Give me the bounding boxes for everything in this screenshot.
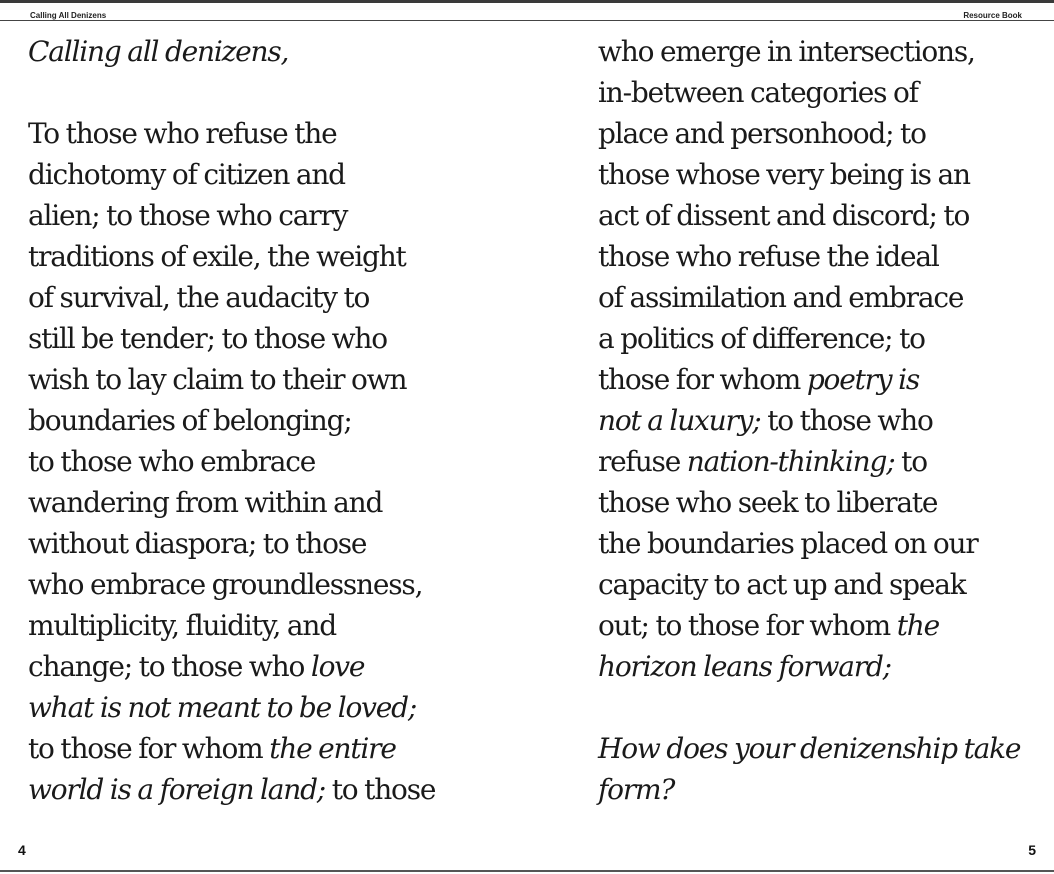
text-line <box>28 687 508 728</box>
text-line <box>598 31 1048 72</box>
text-line <box>598 277 1048 318</box>
text-segment: those who refuse the ideal <box>598 240 939 273</box>
text-line <box>28 113 508 154</box>
text-segment: in-between categories of <box>598 76 918 109</box>
text-segment: act of dissent and discord; to <box>598 199 970 232</box>
text-segment: capacity to act up and speak <box>598 568 966 601</box>
italic-text-segment: poetry is <box>806 363 920 396</box>
text-segment: the boundaries placed on our <box>598 527 978 560</box>
italic-text-segment: nation-thinking; <box>686 445 895 478</box>
page-number-left: 4 <box>18 842 26 858</box>
text-segment: those for whom <box>598 363 807 396</box>
text-line <box>28 441 508 482</box>
text-segment: to those who embrace <box>28 445 316 478</box>
text-line <box>28 195 508 236</box>
text-line <box>28 523 508 564</box>
text-line <box>598 72 1048 113</box>
text-line <box>598 400 1048 441</box>
text-line <box>28 277 508 318</box>
stanza-break <box>28 72 508 113</box>
text-segment: to those <box>325 773 436 806</box>
text-line <box>28 605 508 646</box>
left-page-text <box>28 31 508 810</box>
text-segment: a politics of difference; to <box>598 322 925 355</box>
text-segment: refuse <box>598 445 687 478</box>
text-line <box>598 195 1048 236</box>
text-line <box>28 769 508 810</box>
text-line <box>598 605 1048 646</box>
text-segment: to those who <box>760 404 933 437</box>
text-segment: boundaries of belonging; <box>28 404 352 437</box>
text-segment: wish to lay claim to their own <box>28 363 407 396</box>
text-line <box>28 359 508 400</box>
salutation: Calling all denizens, <box>28 35 289 68</box>
text-segment: to those for whom <box>28 732 270 765</box>
text-line <box>598 154 1048 195</box>
text-segment: those whose very being is an <box>598 158 970 191</box>
text-segment: place and personhood; to <box>598 117 926 150</box>
stanza-break <box>598 687 1048 728</box>
italic-text-segment: horizon leans forward; <box>598 650 891 683</box>
top-border-rule <box>0 0 1054 3</box>
page-number-right: 5 <box>1028 842 1036 858</box>
text-segment: alien; to those who carry <box>28 199 348 232</box>
text-segment: who emerge in intersections, <box>598 35 975 68</box>
running-header-book: Resource Book <box>963 11 1022 20</box>
text-line <box>598 359 1048 400</box>
text-line <box>28 236 508 277</box>
italic-text-segment: what is not meant to be loved; <box>28 691 417 724</box>
italic-text-segment: not a luxury; <box>598 404 761 437</box>
text-line <box>28 400 508 441</box>
text-segment: who embrace groundlessness, <box>28 568 423 601</box>
text-line <box>28 154 508 195</box>
closing-question-line: How does your denizenship take <box>598 732 1021 765</box>
text-segment: without diaspora; to those <box>28 527 367 560</box>
italic-text-segment: the entire <box>269 732 396 765</box>
text-segment: of survival, the audacity to <box>28 281 370 314</box>
text-line <box>598 564 1048 605</box>
bottom-border-rule <box>0 870 1054 872</box>
text-segment: out; to those for whom <box>598 609 897 642</box>
italic-text-segment: the <box>896 609 939 642</box>
text-line <box>28 482 508 523</box>
text-segment: To those who refuse the <box>28 117 337 150</box>
text-segment: change; to those who <box>28 650 311 683</box>
running-header-title: Calling All Denizens <box>30 11 107 20</box>
text-segment: wandering from within and <box>28 486 383 519</box>
text-line <box>28 564 508 605</box>
header-divider <box>0 20 1054 21</box>
text-segment: those who seek to liberate <box>598 486 938 519</box>
text-line <box>598 236 1048 277</box>
italic-text-segment: love <box>310 650 365 683</box>
text-segment: of assimilation and embrace <box>598 281 964 314</box>
right-page-lines <box>598 31 1048 687</box>
text-line <box>598 482 1048 523</box>
text-line <box>598 113 1048 154</box>
text-line <box>28 728 508 769</box>
text-line <box>28 318 508 359</box>
left-page-lines <box>28 113 508 810</box>
text-line <box>598 646 1048 687</box>
text-line <box>598 441 1048 482</box>
text-segment: to <box>894 445 927 478</box>
text-segment: multiplicity, fluidity, and <box>28 609 336 642</box>
right-page-text <box>598 31 1048 810</box>
closing-question-line: form? <box>598 773 675 806</box>
text-segment: still be tender; to those who <box>28 322 387 355</box>
text-line <box>598 523 1048 564</box>
italic-text-segment: world is a foreign land; <box>28 773 326 806</box>
text-segment: traditions of exile, the weight <box>28 240 406 273</box>
text-segment: dichotomy of citizen and <box>28 158 345 191</box>
text-line <box>28 646 508 687</box>
text-line <box>598 318 1048 359</box>
